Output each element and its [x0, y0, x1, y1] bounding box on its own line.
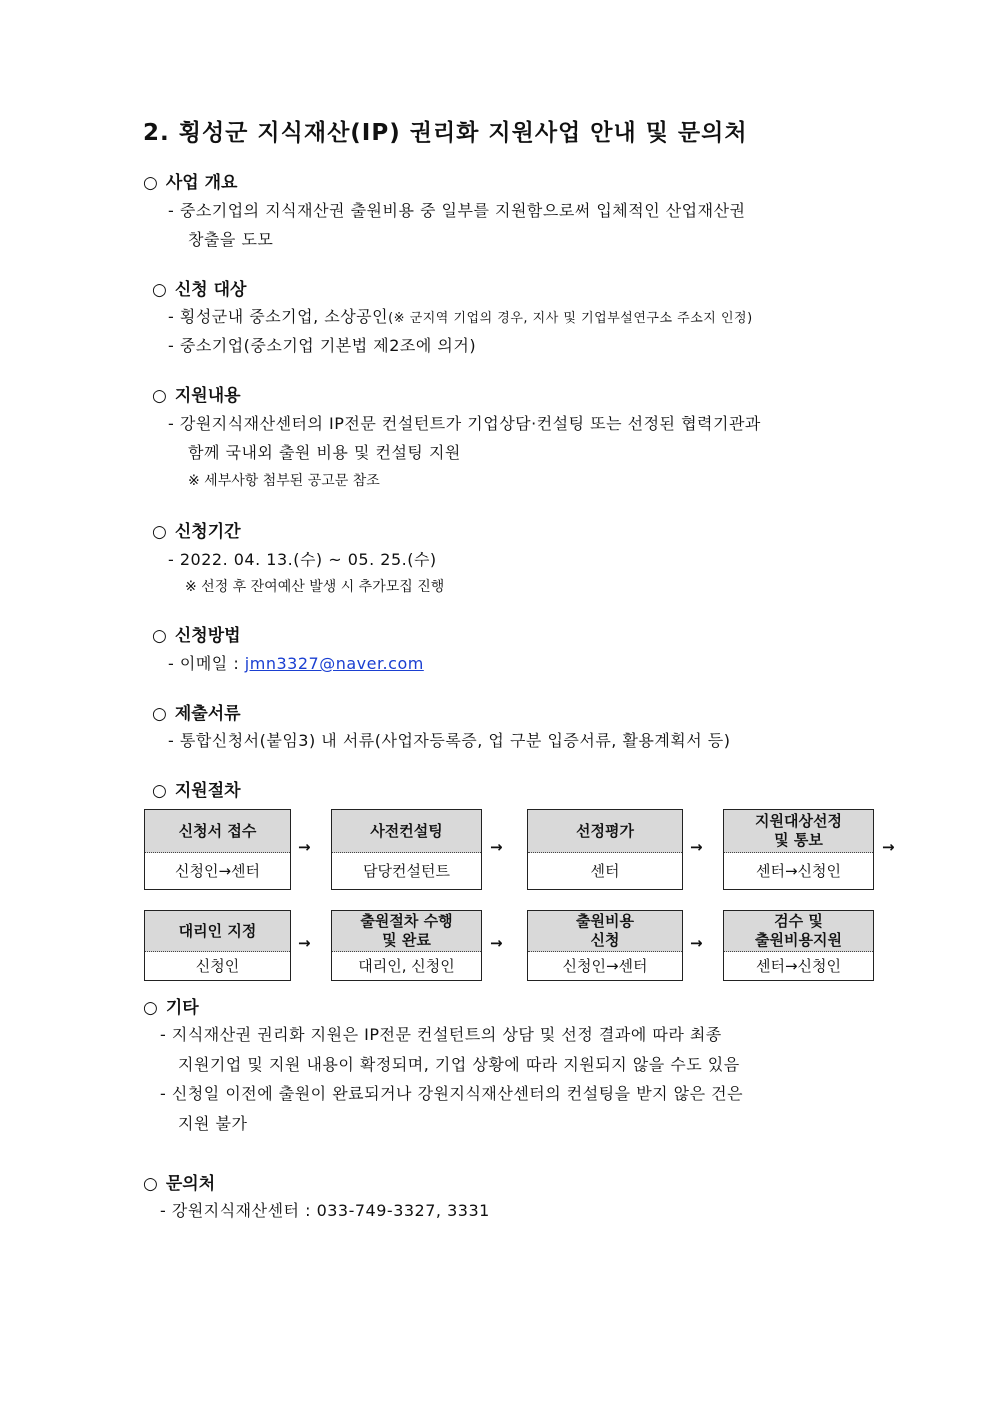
section-overview-heading: ○ 사업 개요: [143, 173, 238, 193]
flow-box-title: 출원절차 수행 및 완료: [332, 911, 481, 952]
circle-bullet: ○: [143, 1174, 158, 1194]
overview-line-2: 창출을 도모: [188, 230, 274, 249]
circle-bullet: ○: [152, 522, 167, 542]
flow-box-sub: 센터→신청인: [755, 957, 842, 975]
section-method-heading: ○ 신청방법: [152, 626, 241, 646]
etc-line-4: 지원 불가: [178, 1114, 248, 1133]
section-etc-heading: ○ 기타: [143, 998, 199, 1018]
flow-arrow-right-icon: →: [690, 934, 703, 952]
target-line-1-note: (※ 군지역 기업의 경우, 지사 및 기업부설연구소 주소지 인정): [388, 311, 753, 326]
flow-box-title: 출원비용 신청: [528, 911, 682, 952]
period-line: - 2022. 04. 13.(수) ~ 05. 25.(수): [168, 550, 437, 569]
flow-box-sub: 신청인: [195, 957, 240, 975]
flow-arrow-right-icon: →: [298, 934, 311, 952]
circle-bullet: ○: [152, 626, 167, 646]
section-target-heading: ○ 신청 대상: [152, 280, 247, 300]
method-line: - 이메일 : jmn3327@naver.com: [168, 654, 424, 673]
flow-box-sub: 센터: [590, 862, 620, 880]
flow-arrow-right-icon: →: [882, 838, 895, 856]
etc-line-1: - 지식재산권 권리화 지원은 IP전문 컨설턴트의 상담 및 선정 결과에 따라 최종: [160, 1025, 722, 1044]
flow-box-title: 선정평가: [528, 810, 682, 853]
flow-arrow-right-icon: →: [298, 838, 311, 856]
section-contact-heading: ○ 문의처: [143, 1174, 216, 1194]
flow-box-sub: 담당컨설턴트: [363, 862, 450, 880]
circle-bullet: ○: [143, 998, 158, 1018]
etc-line-2: 지원기업 및 지원 내용이 확정되며, 기업 상황에 따라 지원되지 않을 수도 있음: [178, 1055, 740, 1074]
flow-box-title: 대리인 지정: [145, 911, 290, 952]
circle-bullet: ○: [152, 704, 167, 724]
flow-box-sub: 신청인→센터: [562, 957, 648, 975]
flow-box-cost-request: [527, 910, 683, 981]
email-link[interactable]: jmn3327@naver.com: [244, 654, 424, 673]
flow-box-title: 사전컨설팅: [332, 810, 481, 853]
section-support-heading: ○ 지원내용: [152, 386, 241, 406]
circle-bullet: ○: [152, 386, 167, 406]
flow-arrow-right-icon: →: [490, 934, 503, 952]
documents-line: - 통합신청서(붙임3) 내 서류(사업자등록증, 업 구분 입증서류, 활용계획서 등): [168, 731, 731, 750]
support-line-1: - 강원지식재산센터의 IP전문 컨설턴트가 기업상담·컨설팅 또는 선정된 협력기관과: [168, 414, 761, 433]
flow-box-sub: 대리인, 신청인: [358, 957, 455, 975]
support-line-2: 함께 국내외 출원 비용 및 컨설팅 지원: [188, 443, 461, 462]
circle-bullet: ○: [152, 280, 167, 300]
etc-line-3: - 신청일 이전에 출원이 완료되거나 강원지식재산센터의 컨설팅을 받지 않은 건은: [160, 1084, 744, 1103]
flow-box-pre-consulting: [331, 809, 482, 890]
period-note: ※ 선정 후 잔여예산 발생 시 추가모집 진행: [185, 579, 445, 595]
support-note: ※ 세부사항 첨부된 공고문 참조: [188, 473, 380, 489]
circle-bullet: ○: [152, 781, 167, 801]
target-line-2: - 중소기업(중소기업 기본법 제2조에 의거): [168, 336, 477, 355]
page-title: 2. 횡성군 지식재산(IP) 권리화 지원사업 안내 및 문의처: [143, 120, 748, 146]
section-period-heading: ○ 신청기간: [152, 522, 241, 542]
section-procedure-heading: ○ 지원절차: [152, 781, 241, 801]
flow-arrow-right-icon: →: [690, 838, 703, 856]
flow-arrow-right-icon: →: [490, 838, 503, 856]
flow-box-evaluation: [527, 809, 683, 890]
section-documents-heading: ○ 제출서류: [152, 704, 241, 724]
target-line-1: - 횡성군내 중소기업, 소상공인(※ 군지역 기업의 경우, 지사 및 기업부설연구소 주소지 인정): [168, 307, 753, 326]
flow-box-title: 신청서 접수: [145, 810, 290, 853]
flow-box-selection-notice: [723, 809, 874, 890]
contact-line: - 강원지식재산센터 : 033-749-3327, 3331: [160, 1201, 490, 1220]
circle-bullet: ○: [143, 173, 158, 193]
flow-box-inspection: [723, 910, 874, 981]
flow-box-title: 지원대상선정 및 통보: [724, 810, 873, 853]
flow-box-sub: 신청인→센터: [174, 862, 261, 880]
overview-line-1: - 중소기업의 지식재산권 출원비용 중 일부를 지원함으로써 입체적인 산업재산권: [168, 201, 746, 220]
flow-box-sub: 센터→신청인: [755, 862, 842, 880]
flow-box-application: [144, 809, 291, 890]
flow-box-title: 검수 및 출원비용지원: [724, 911, 873, 952]
flow-box-agent: [144, 910, 291, 981]
flow-box-filing: [331, 910, 482, 981]
